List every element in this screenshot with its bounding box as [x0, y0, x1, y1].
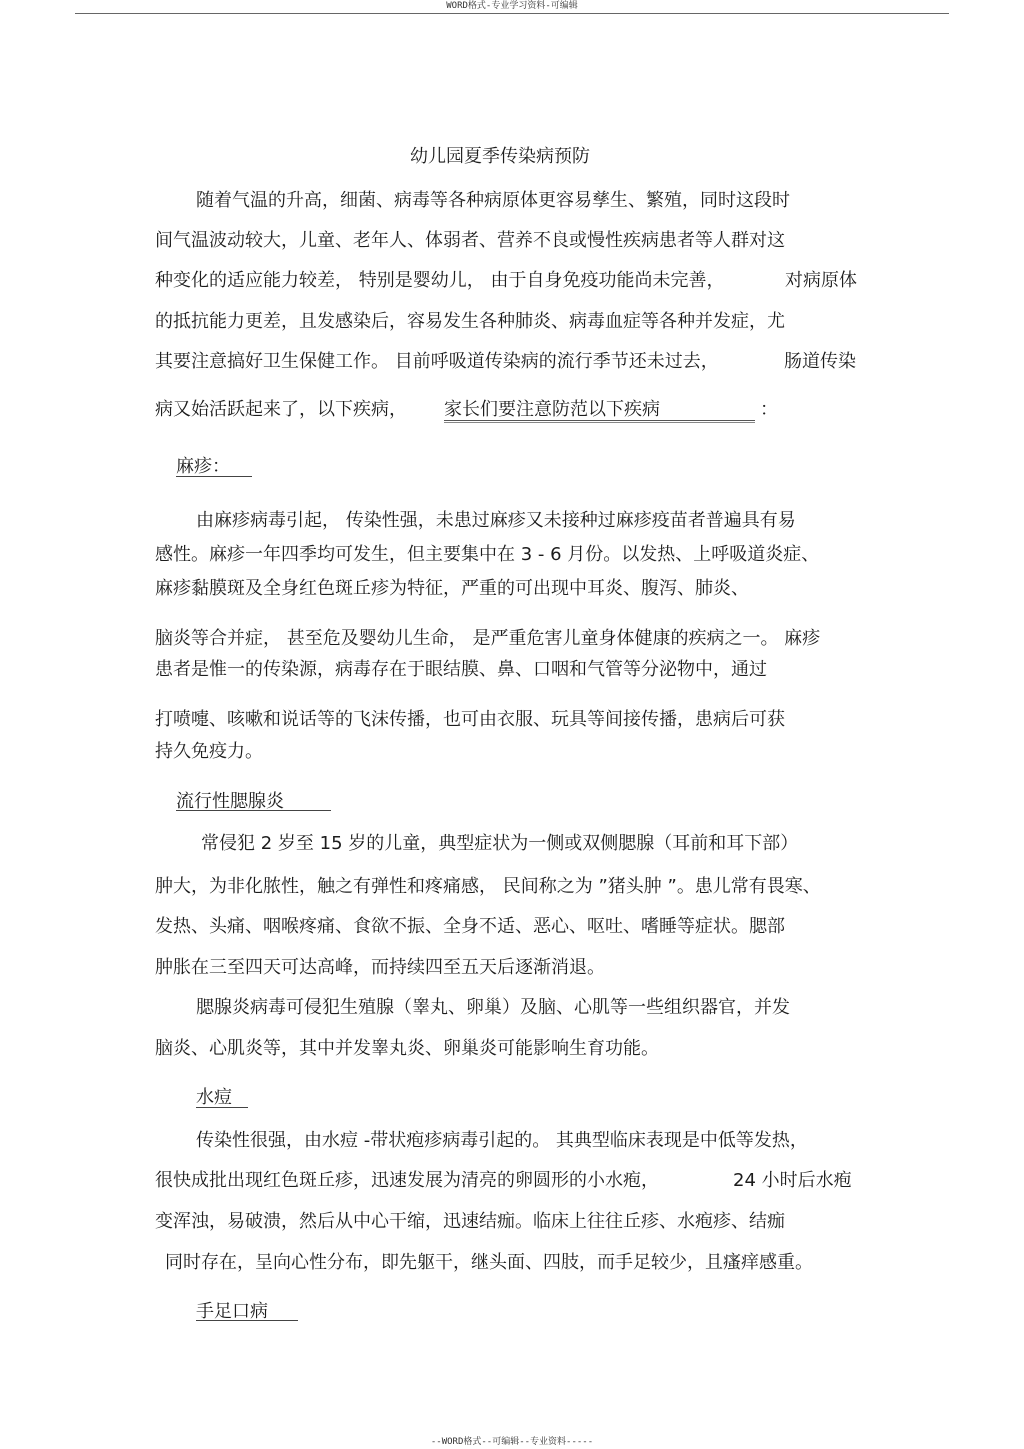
measles-line-4: 脑炎等合并症， 甚至危及婴幼儿生命， 是严重危害儿童身体健康的疾病之一。 麻疹	[155, 628, 821, 649]
mumps-line-3: 发热、头痛、咽喉疼痛、食欲不振、全身不适、恶心、呕吐、嗜睡等症状。腮部	[155, 916, 785, 937]
intro-line-6b: 家长们要注意防范以下疾病	[444, 399, 660, 420]
mumps-line-6: 脑炎、心肌炎等，其中并发睾丸炎、卵巢炎可能影响生育功能。	[155, 1038, 659, 1059]
chickenpox-line-4: 同时存在，呈向心性分布，即先躯干，继头面、四肢，而手足较少，且瘙痒感重。	[165, 1252, 813, 1273]
mumps-line-1: 常侵犯 2 岁至 15 岁的儿童，典型症状为一侧或双侧腮腺（耳前和耳下部）	[201, 833, 799, 854]
mumps-line-4: 肿胀在三至四天可达高峰，而持续四至五天后逐渐消退。	[155, 957, 605, 978]
header-rule	[75, 13, 949, 14]
header-text: WORD格式-专业学习资料-可编辑	[446, 1, 578, 11]
measles-line-5: 患者是惟一的传染源，病毒存在于眼结膜、鼻、口咽和气管等分泌物中，通过	[155, 659, 767, 680]
measles-line-2: 感性。麻疹一年四季均可发生，但主要集中在 3 - 6 月份。以发热、上呼吸道炎症、	[155, 544, 820, 565]
intro-line-3b: 对病原体	[785, 270, 857, 291]
measles-heading: 麻疹：	[176, 456, 230, 477]
mumps-line-5: 腮腺炎病毒可侵犯生殖腺（睾丸、卵巢）及脑、心肌等一些组织器官，并发	[196, 997, 790, 1018]
chickenpox-line-1: 传染性很强，由水痘 -带状疱疹病毒引起的。 其典型临床表现是中低等发热，	[196, 1130, 808, 1151]
measles-line-3: 麻疹黏膜斑及全身红色斑丘疹为特征，严重的可出现中耳炎、腹泻、肺炎、	[155, 578, 749, 599]
intro-line-1: 随着气温的升高，细菌、病毒等各种病原体更容易孳生、繁殖，同时这段时	[196, 190, 790, 211]
document-title: 幼儿园夏季传染病预防	[410, 146, 590, 167]
measles-line-7: 持久免疫力。	[155, 741, 263, 762]
intro-line-6c: ：	[760, 399, 778, 420]
intro-line-2: 间气温波动较大，儿童、老年人、体弱者、营养不良或慢性疾病患者等人群对这	[155, 230, 785, 251]
intro-line-3a: 种变化的适应能力较差， 特别是婴幼儿， 由于自身免疫功能尚未完善，	[155, 270, 725, 291]
chickenpox-heading: 水痘	[196, 1087, 232, 1108]
measles-line-1: 由麻疹病毒引起， 传染性强，未患过麻疹又未接种过麻疹疫苗者普遍具有易	[196, 510, 796, 531]
intro-line-5b: 肠道传染	[784, 351, 856, 372]
chickenpox-line-2b: 24 小时后水疱	[733, 1170, 852, 1191]
intro-line-4: 的抵抗能力更差，且发感染后，容易发生各种肺炎、病毒血症等各种并发症，尤	[155, 311, 785, 332]
mumps-line-2: 肿大，为非化脓性，触之有弹性和疼痛感， 民间称之为 ”猪头肿 ”。患儿常有畏寒、	[155, 876, 821, 897]
hfmd-heading-underline	[196, 1320, 298, 1321]
intro-underline	[444, 420, 755, 423]
measles-heading-underline	[176, 476, 252, 477]
mumps-heading: 流行性腮腺炎	[176, 791, 284, 812]
measles-line-6: 打喷嚏、咳嗽和说话等的飞沫传播，也可由衣服、玩具等间接传播，患病后可获	[155, 709, 785, 730]
chickenpox-line-3: 变浑浊，易破溃，然后从中心干缩，迅速结痂。临床上往往丘疹、水疱疹、结痂	[155, 1211, 785, 1232]
hfmd-heading: 手足口病	[196, 1301, 268, 1322]
intro-line-5a: 其要注意搞好卫生保健工作。 目前呼吸道传染病的流行季节还未过去，	[155, 351, 719, 372]
chickenpox-line-2a: 很快成批出现红色斑丘疹，迅速发展为清亮的卵圆形的小水疱，	[155, 1170, 659, 1191]
mumps-heading-underline	[176, 810, 331, 811]
chickenpox-heading-underline	[196, 1107, 248, 1108]
page-footer: --WORD格式--可编辑--专业资料-----	[430, 1437, 594, 1447]
intro-line-6a: 病又始活跃起来了，以下疾病，	[155, 399, 407, 420]
